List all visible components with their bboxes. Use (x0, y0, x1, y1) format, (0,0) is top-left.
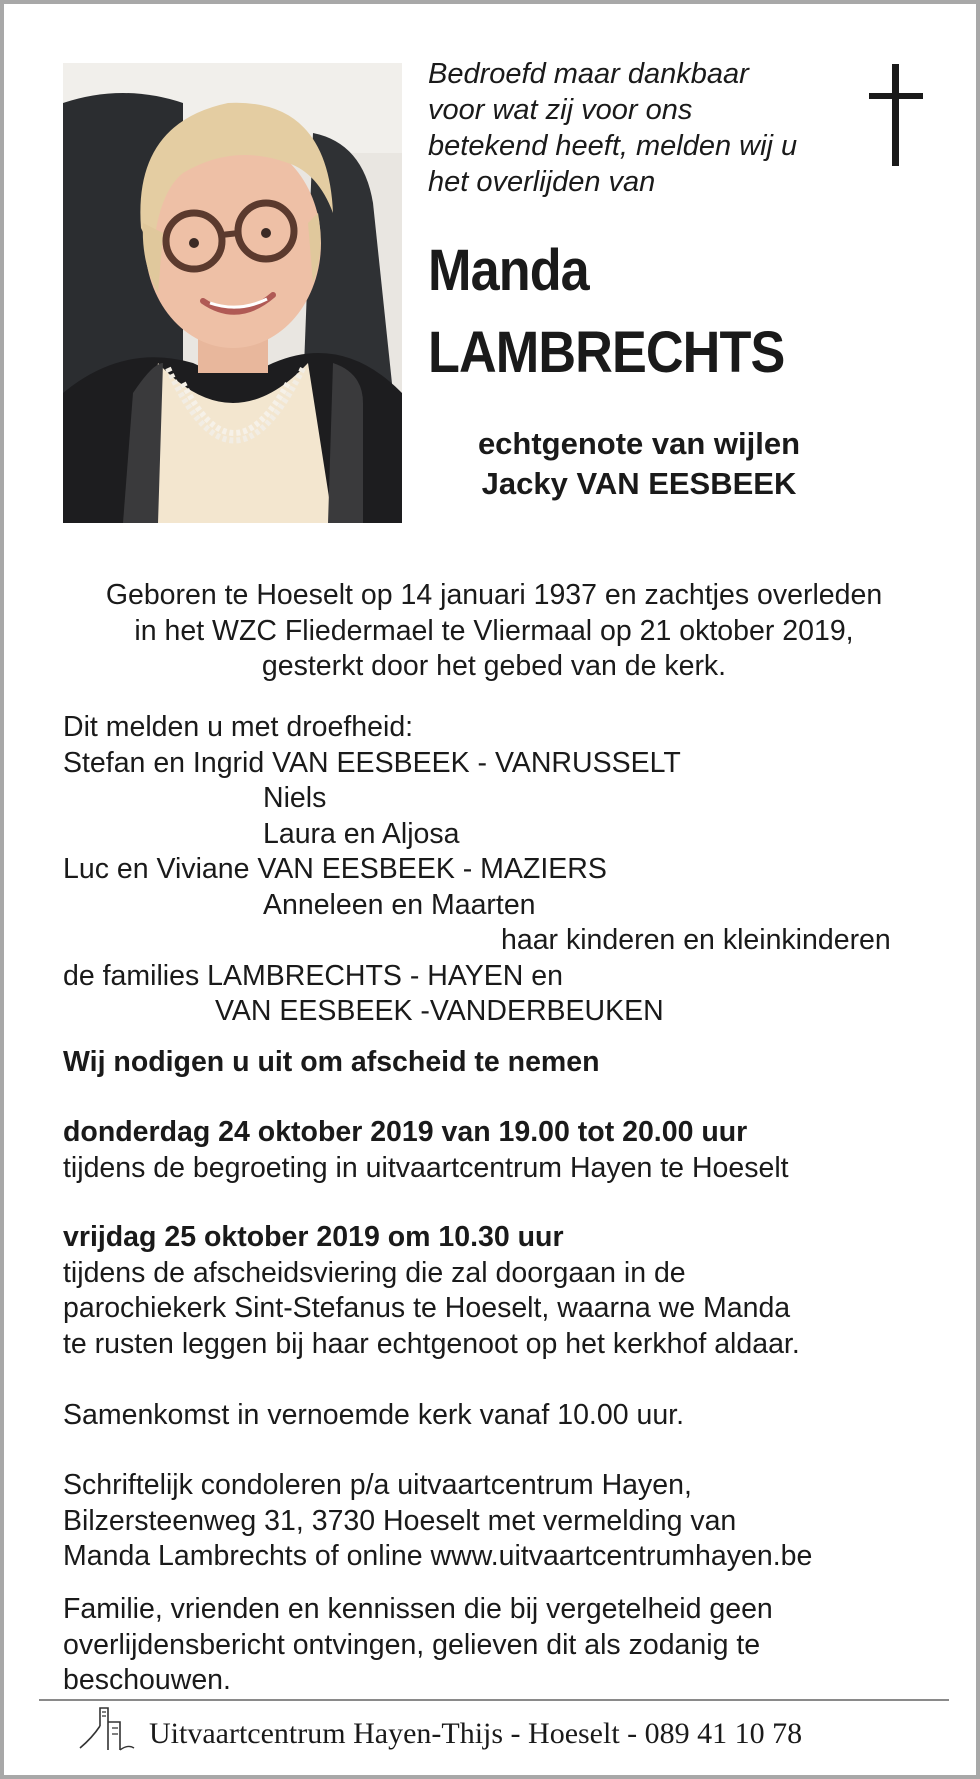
birth-death-info (44, 578, 944, 685)
event-1-detail: tijdens de begroeting in uitvaartcentrum Hayen te Hoeselt (63, 1151, 789, 1184)
condolence-info (63, 1468, 943, 1575)
family-line: Niels (263, 782, 327, 814)
event-2-date: vrijdag 25 oktober 2019 om 10.30 uur (63, 1221, 564, 1253)
event-2-line: te rusten leggen bij haar echtgenoot op het kerkhof aldaar. (63, 1327, 800, 1360)
family-line: Laura en Aljosa (263, 817, 460, 850)
family-line: de families LAMBRECHTS - HAYEN en (63, 959, 563, 992)
family-line: Stefan en Ingrid VAN EESBEEK - VANRUSSELT (63, 746, 681, 779)
spouse-info (444, 424, 834, 504)
portrait-photo (63, 63, 402, 523)
notice-line: Familie, vrienden en kennissen die bij vergetelheid geen (63, 1593, 773, 1625)
born-line: Geboren te Hoeselt op 14 januari 1937 en zachtjes overleden (105, 579, 883, 611)
gathering-info: Samenkomst in vernoemde kerk vanaf 10.00 uur. (63, 1399, 685, 1431)
event-2-line: tijdens de afscheidsviering die zal doorgaan in de (63, 1256, 686, 1289)
family-line: Luc en Viviane VAN EESBEEK - MAZIERS (63, 853, 607, 885)
notice-line: overlijdensbericht ontvingen, gelieven dit als zodanig te (63, 1628, 761, 1661)
condolence-line: Manda Lambrechts of online www.uitvaartcentrumhayen.be (63, 1540, 813, 1572)
intro-line: het overlijden van (428, 166, 656, 198)
footer-divider (39, 1699, 949, 1701)
condolence-line: Schriftelijk condoleren p/a uitvaartcentrum Hayen, (63, 1469, 692, 1501)
condolence-line: Bilzersteenweg 31, 3730 Hoeselt met vermelding van (63, 1504, 737, 1537)
spouse-name: Jacky VAN EESBEEK (481, 466, 797, 501)
intro-line: Bedroefd maar dankbaar (428, 58, 749, 90)
family-list (63, 710, 943, 1030)
intro-line: betekend heeft, melden wij u (428, 130, 798, 162)
footer-contact: Uitvaartcentrum Hayen-Thijs - Hoeselt - 089 41 10 78 (149, 1717, 803, 1750)
funeral-home-logo-icon (78, 1704, 136, 1752)
intro-text (428, 56, 848, 200)
spouse-line: echtgenote van wijlen (477, 426, 801, 461)
event-2-line: parochiekerk Sint-Stefanus te Hoeselt, waarna we Manda (63, 1292, 791, 1324)
notice-line: beschouwen. (63, 1664, 231, 1696)
intro-line: voor wat zij voor ons (428, 94, 693, 126)
event-2 (63, 1220, 943, 1362)
family-line: Dit melden u met droefheid: (63, 711, 414, 743)
deceased-last-name: LAMBRECHTS (428, 320, 785, 385)
event-1-date: donderdag 24 oktober 2019 van 19.00 tot 20.00 uur (63, 1116, 748, 1148)
notice-info (63, 1592, 943, 1699)
family-line: Anneleen en Maarten (263, 888, 536, 921)
born-line: gesterkt door het gebed van de kerk. (261, 650, 727, 682)
latin-cross-icon (866, 64, 926, 166)
born-line: in het WZC Fliedermael te Vliermaal op 21 oktober 2019, (134, 614, 854, 647)
family-line: haar kinderen en kleinkinderen (501, 924, 891, 956)
invite-heading: Wij nodigen u uit om afscheid te nemen (63, 1046, 600, 1078)
deceased-name (428, 230, 878, 394)
family-line: VAN EESBEEK -VANDERBEUKEN (215, 995, 664, 1027)
deceased-first-name: Manda (428, 238, 589, 303)
event-1 (63, 1115, 943, 1186)
